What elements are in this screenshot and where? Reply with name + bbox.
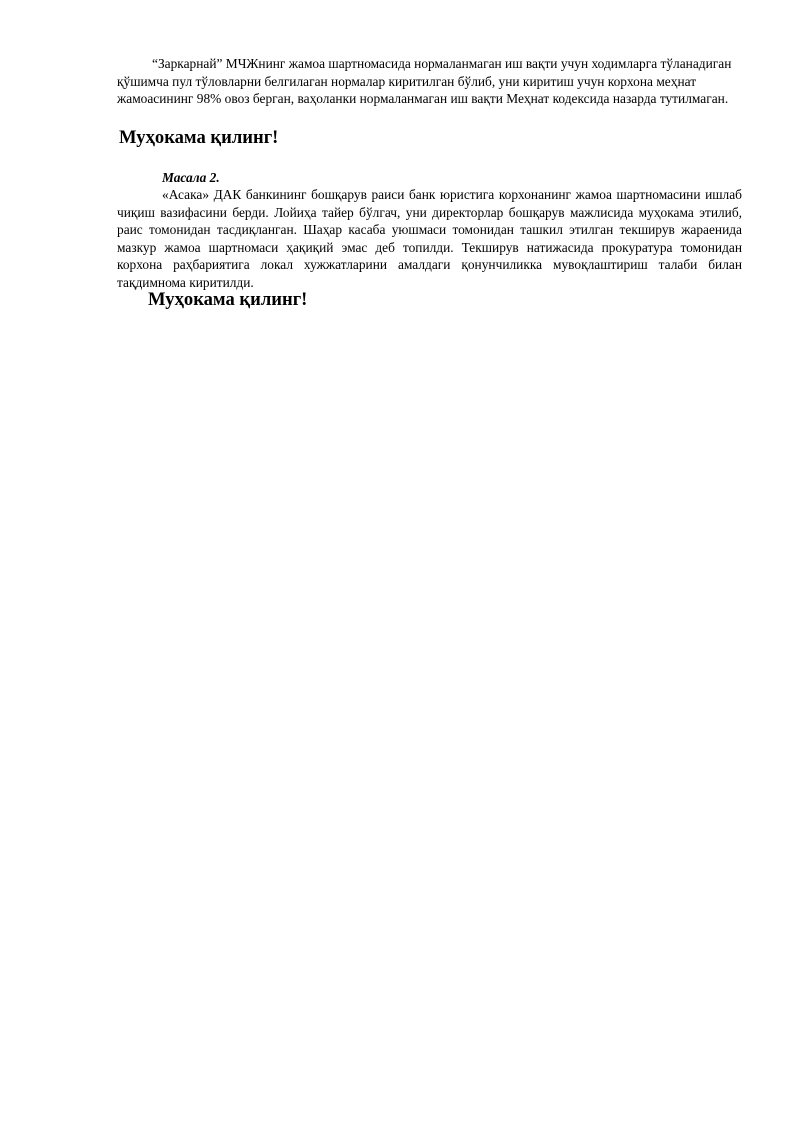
discussion-heading-1: Муҳокама қилинг!	[119, 127, 279, 148]
discussion-heading-2: Муҳокама қилинг!	[148, 289, 308, 310]
problem-title: Масала 2.	[162, 170, 220, 185]
case-paragraph-1	[117, 55, 742, 108]
case-paragraph-2: «Асака» ДАК банкининг бошқарув раиси банк юристига корхонанинг жамоа шартномасини ишлаб чиқиш вазифасини берди. Лойиҳа тайер бўлгач, уни директорлар бошқарув мажлисида муҳокама этилиб, раис томонидан тасдиқланган. Шаҳар касаба уюшмаси томонидан ташкил этилган текширув жараенида мазкур жамоа шартномаси ҳақиқий эмас деб топилди. Текширув натижасида прокуратура томонидан корхона раҳбариятига локал хужжатларини амалдаги қонунчиликка мувоқлаштириш талаби билан тақдимнома киритилди.	[117, 187, 742, 290]
case-paragraph-1-text: “Заркарнай” МЧЖнинг жамоа шартномасида нормаланмаган иш вақти учун ходимларга тўланадиган қўшимча пул тўловларни белгилаган нормалар киритилган бўлиб, уни киритиш учун корхона меҳнат жамоасининг 98% овоз берган, ваҳоланки нормаланмаган иш вақти Меҳнат кодексида назарда тутилмаган.	[117, 56, 732, 107]
